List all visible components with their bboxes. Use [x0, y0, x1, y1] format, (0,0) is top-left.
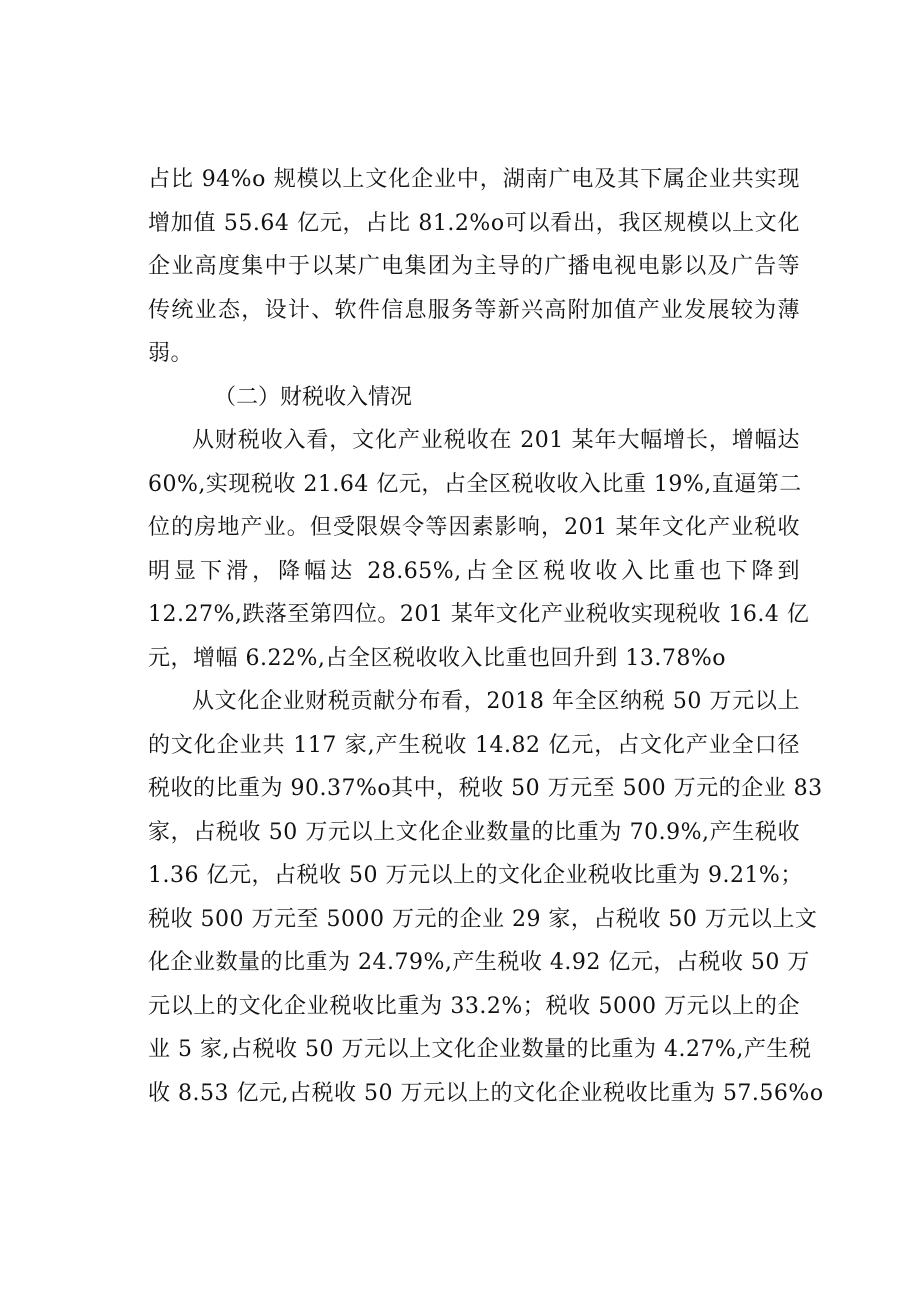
text-line: 税收 500 万元至 5000 万元的企业 29 家，占税收 50 万元以上文: [148, 906, 818, 932]
text-line: 从文化企业财税贡献分布看，2018 年全区纳税 50 万元以上: [192, 689, 800, 714]
text-line: 业 5 家,占税收 50 万元以上文化企业数量的比重为 4.27%,产生税: [148, 1037, 812, 1062]
text-line: 1.36 亿元，占税收 50 万元以上的文化企业税收比重为 9.21%；: [148, 863, 803, 888]
section-heading: （二）财税收入情况: [214, 384, 413, 410]
text-line: 60%,实现税收 21.64 亿元，占全区税收收入比重 19%,直逼第二: [148, 471, 802, 497]
text-line: 明显下滑，降幅达 28.65%,占全区税收收入比重也下降到: [148, 558, 800, 584]
paragraph-scale-enterprises: [148, 158, 800, 376]
text-line: 的文化企业共 117 家,产生税收 14.82 亿元，占文化产业全口径: [148, 732, 800, 758]
text-line: 收 8.53 亿元,占税收 50 万元以上的文化企业税收比重为 57.56%o: [148, 1080, 824, 1106]
text-line: 位的房地产业。但受限娱令等因素影响，201 某年文化产业税收: [148, 515, 800, 540]
text-line: 传统业态，设计、软件信息服务等新兴高附加值产业发展较为薄: [148, 297, 800, 323]
text-line: 元，增幅 6.22%,占全区税收收入比重也回升到 13.78%o: [148, 645, 727, 671]
text-line: 元以上的文化企业税收比重为 33.2%；税收 5000 万元以上的企: [148, 993, 800, 1019]
paragraph-tax-revenue: [148, 419, 810, 680]
text-line: 从财税收入看，文化产业税收在 201 某年大幅增长，增幅达: [192, 428, 800, 453]
text-line: 弱。: [148, 341, 194, 366]
text-line: 增加值 55.64 亿元，占比 81.2%o可以看出，我区规模以上文化: [148, 210, 800, 236]
document-page: [148, 158, 824, 1115]
text-line: 税收的比重为 90.37%o其中，税收 50 万元至 500 万元的企业 83: [148, 776, 823, 801]
text-line: 企业高度集中于以某广电集团为主导的广播电视电影以及广告等: [148, 254, 800, 279]
text-line: 化企业数量的比重为 24.79%,产生税收 4.92 亿元，占税收 50 万: [148, 950, 810, 975]
text-line: 12.27%,跌落至第四位。201 某年文化产业税收实现税收 16.4 亿: [148, 602, 810, 627]
paragraph-tax-distribution: [148, 680, 824, 1115]
text-line: 占比 94%o 规模以上文化企业中，湖南广电及其下属企业共实现: [148, 167, 800, 192]
text-line: 家，占税收 50 万元以上文化企业数量的比重为 70.9%,产生税收: [148, 819, 800, 845]
